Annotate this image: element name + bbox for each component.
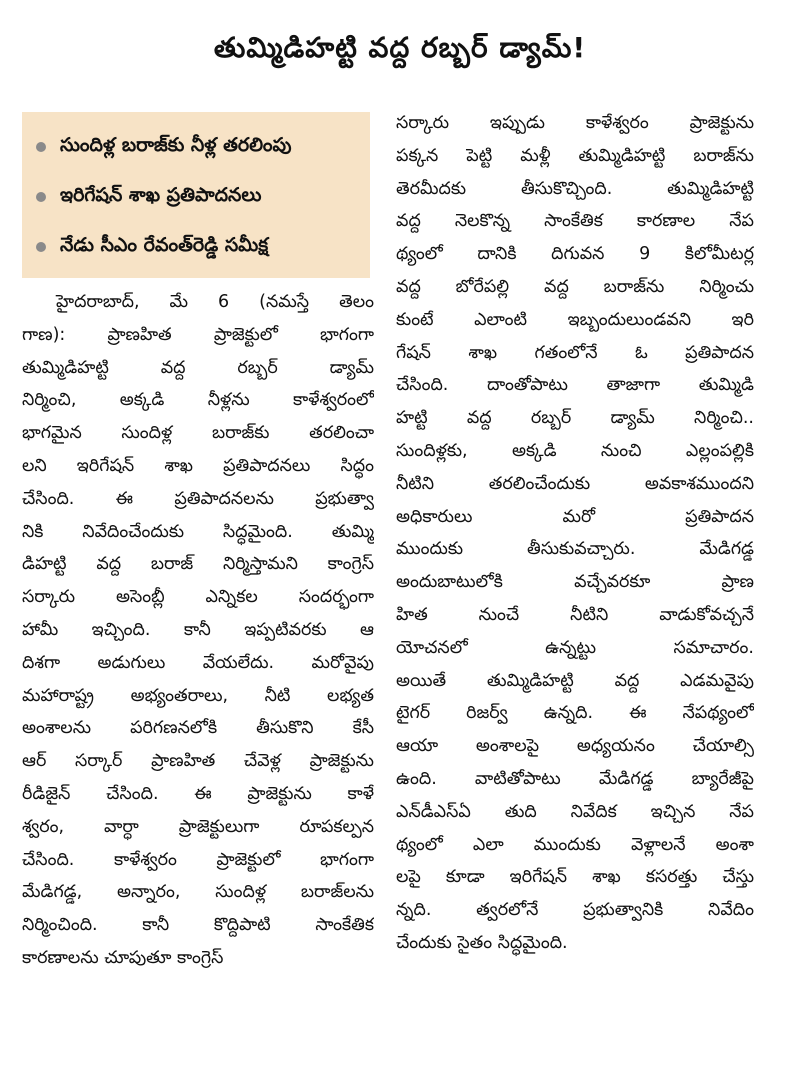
article-line: మహారాష్ట్ర అభ్యంతరాలు, నీటి లభ్యత [22,685,374,706]
article-line: రీడిజైన్ చేసింది. ఈ ప్రాజెక్టును కాళే [22,783,374,804]
highlight-item [36,172,360,222]
article-line: వద్ద నెలకొన్న సాంకేతిక కారణాల నేప [396,211,754,232]
article-line: ఆయా అంశాలపై అధ్యయనం చేయాల్సి [396,736,754,757]
article-line: నిర్మించి, అక్కడి నీళ్లను కాళేశ్వరంలో [22,390,374,411]
highlight-item [36,222,360,272]
article-line: లని ఇరిగేషన్ శాఖ ప్రతిపాదనలు సిద్ధం [22,455,374,476]
article-line: కారణాలను చూపుతూ కాంగ్రెస్ [22,947,224,968]
article-line: దిశగా అడుగులు వేయలేదు. మరోవైపు [22,652,374,673]
article-line: యోచనలో ఉన్నట్టు సమాచారం. [396,637,754,658]
article-line: భాగమైన సుందిళ్ల బరాజ్‌కు తరలించా [22,423,374,444]
article-line: డిహట్టి వద్ద బరాజ్ నిర్మిస్తామని కాంగ్రెస్ [22,554,374,575]
article-line: అయితే తుమ్మిడిహట్టి వద్ద ఎడమవైపు [396,670,754,691]
article-line: అందుబాటులోకి వచ్చేవరకూ ప్రాణ [396,572,754,593]
article-line: వద్ద బోరేపల్లి వద్ద బరాజ్‌ను నిర్మించు [396,276,754,297]
article-line: తెరమీదకు తీసుకొచ్చింది. తుమ్మిడిహట్టి [396,178,754,199]
article-line: లపై కూడా ఇరిగేషన్ శాఖ కసరత్తు చేస్తు [396,867,754,888]
article-column-left [22,286,374,975]
article-line: థ్యంలో ఎలా ముందుకు వెళ్లాలనే అంశా [396,834,754,855]
highlight-item [36,122,360,172]
article-line: నిర్మించింది. కానీ కొద్దిపాటి సాంకేతిక [22,915,374,936]
article-line: హైదరాబాద్, మే 6 (నమస్తే తెలం [56,292,374,312]
article-line: సర్కారు అసెంబ్లీ ఎన్నికల సందర్భంగా [22,587,374,608]
highlight-text: ఇరిగేషన్ శాఖ ప్రతిపాదనలు [60,183,262,206]
article-line: అంశాలను పరిగణనలోకి తీసుకొని కేసీ [22,718,374,739]
article-line: సర్కారు ఇప్పుడు కాళేశ్వరం ప్రాజెక్టును [396,113,754,133]
article-line: హిత నుంచే నీటిని వాడుకోవచ్చనే [396,604,754,625]
headline: తుమ్మిడిహట్టి వద్ద రబ్బర్ డ్యామ్! [213,31,587,64]
article-line: నీటిని తరలించేందుకు అవకాశముందని [396,473,754,494]
article-line: ముందుకు తీసుకువచ్చారు. మేడిగడ్డ [396,539,754,560]
article-line: థ్యంలో దానికి దిగువన 9 కిలోమీటర్ల [396,244,754,265]
article-line: కుంటే ఎలాంటి ఇబ్బందులుండవని ఇరి [396,309,754,330]
article-line: హట్టి వద్ద రబ్బర్ డ్యామ్ నిర్మించి.. [396,408,754,429]
highlight-text: నేడు సీఎం రేవంత్‌రెడ్డి సమీక్ష [60,233,269,256]
article-line: మేడిగడ్డ, అన్నారం, సుందిళ్ల బరాజ్‌లను [22,882,374,903]
bullet-icon [36,142,46,152]
article-line: చేసింది. ఈ ప్రతిపాదనలను ప్రభుత్వా [22,488,374,509]
highlights-box [22,112,370,278]
article-line: శ్వరం, వార్ధా ప్రాజెక్టులుగా రూపకల్పన [22,816,374,837]
article-line: టైగర్ రిజర్వ్ ఉన్నది. ఈ నేపథ్యంలో [396,703,754,724]
article-line: గాణ): ప్రాణహిత ప్రాజెక్టులో భాగంగా [22,324,374,345]
article-line: చేసింది. కాళేశ్వరం ప్రాజెక్టులో భాగంగా [22,849,374,870]
article-line: ఉంది. వాటితోపాటు మేడిగడ్డ బ్యారేజీపై [396,768,754,789]
article-line: సుందిళ్లకు, అక్కడి నుంచి ఎల్లంపల్లికి [396,440,754,461]
article-line: ఆర్ సర్కార్ ప్రాణహిత చేవెళ్ల ప్రాజెక్టును [22,751,374,772]
article-line: గేషన్ శాఖ గతంలోనే ఓ ప్రతిపాదన [396,342,754,363]
article-column-right [396,107,754,960]
article-line: అధికారులు మరో ప్రతిపాదన [396,506,754,527]
article-line: న్నది. త్వరలోనే ప్రభుత్వానికి నివేదిం [396,900,754,921]
article-line: చేందుకు సైతం సిద్ధమైంది. [396,932,568,953]
article-line: హామీ ఇచ్చింది. కానీ ఇప్పటివరకు ఆ [22,619,374,640]
article-line: ఎన్‌డీఎస్‌ఏ తుది నివేదిక ఇచ్చిన నేప [396,801,754,822]
bullet-icon [36,192,46,202]
article-line: తుమ్మిడిహట్టి వద్ద రబ్బర్ డ్యామ్ [22,357,374,378]
article-line: చేసింది. దాంతోపాటు తాజాగా తుమ్మిడి [396,375,754,396]
highlight-text: సుందిళ్ల బరాజ్‌కు నీళ్ల తరలింపు [60,133,292,156]
bullet-icon [36,242,46,252]
article-line: పక్కన పెట్టి మళ్లీ తుమ్మిడిహట్టి బరాజ్‌ను [396,145,754,166]
article-line: నికి నివేదించేందుకు సిద్ధమైంది. తుమ్మి [22,521,374,542]
